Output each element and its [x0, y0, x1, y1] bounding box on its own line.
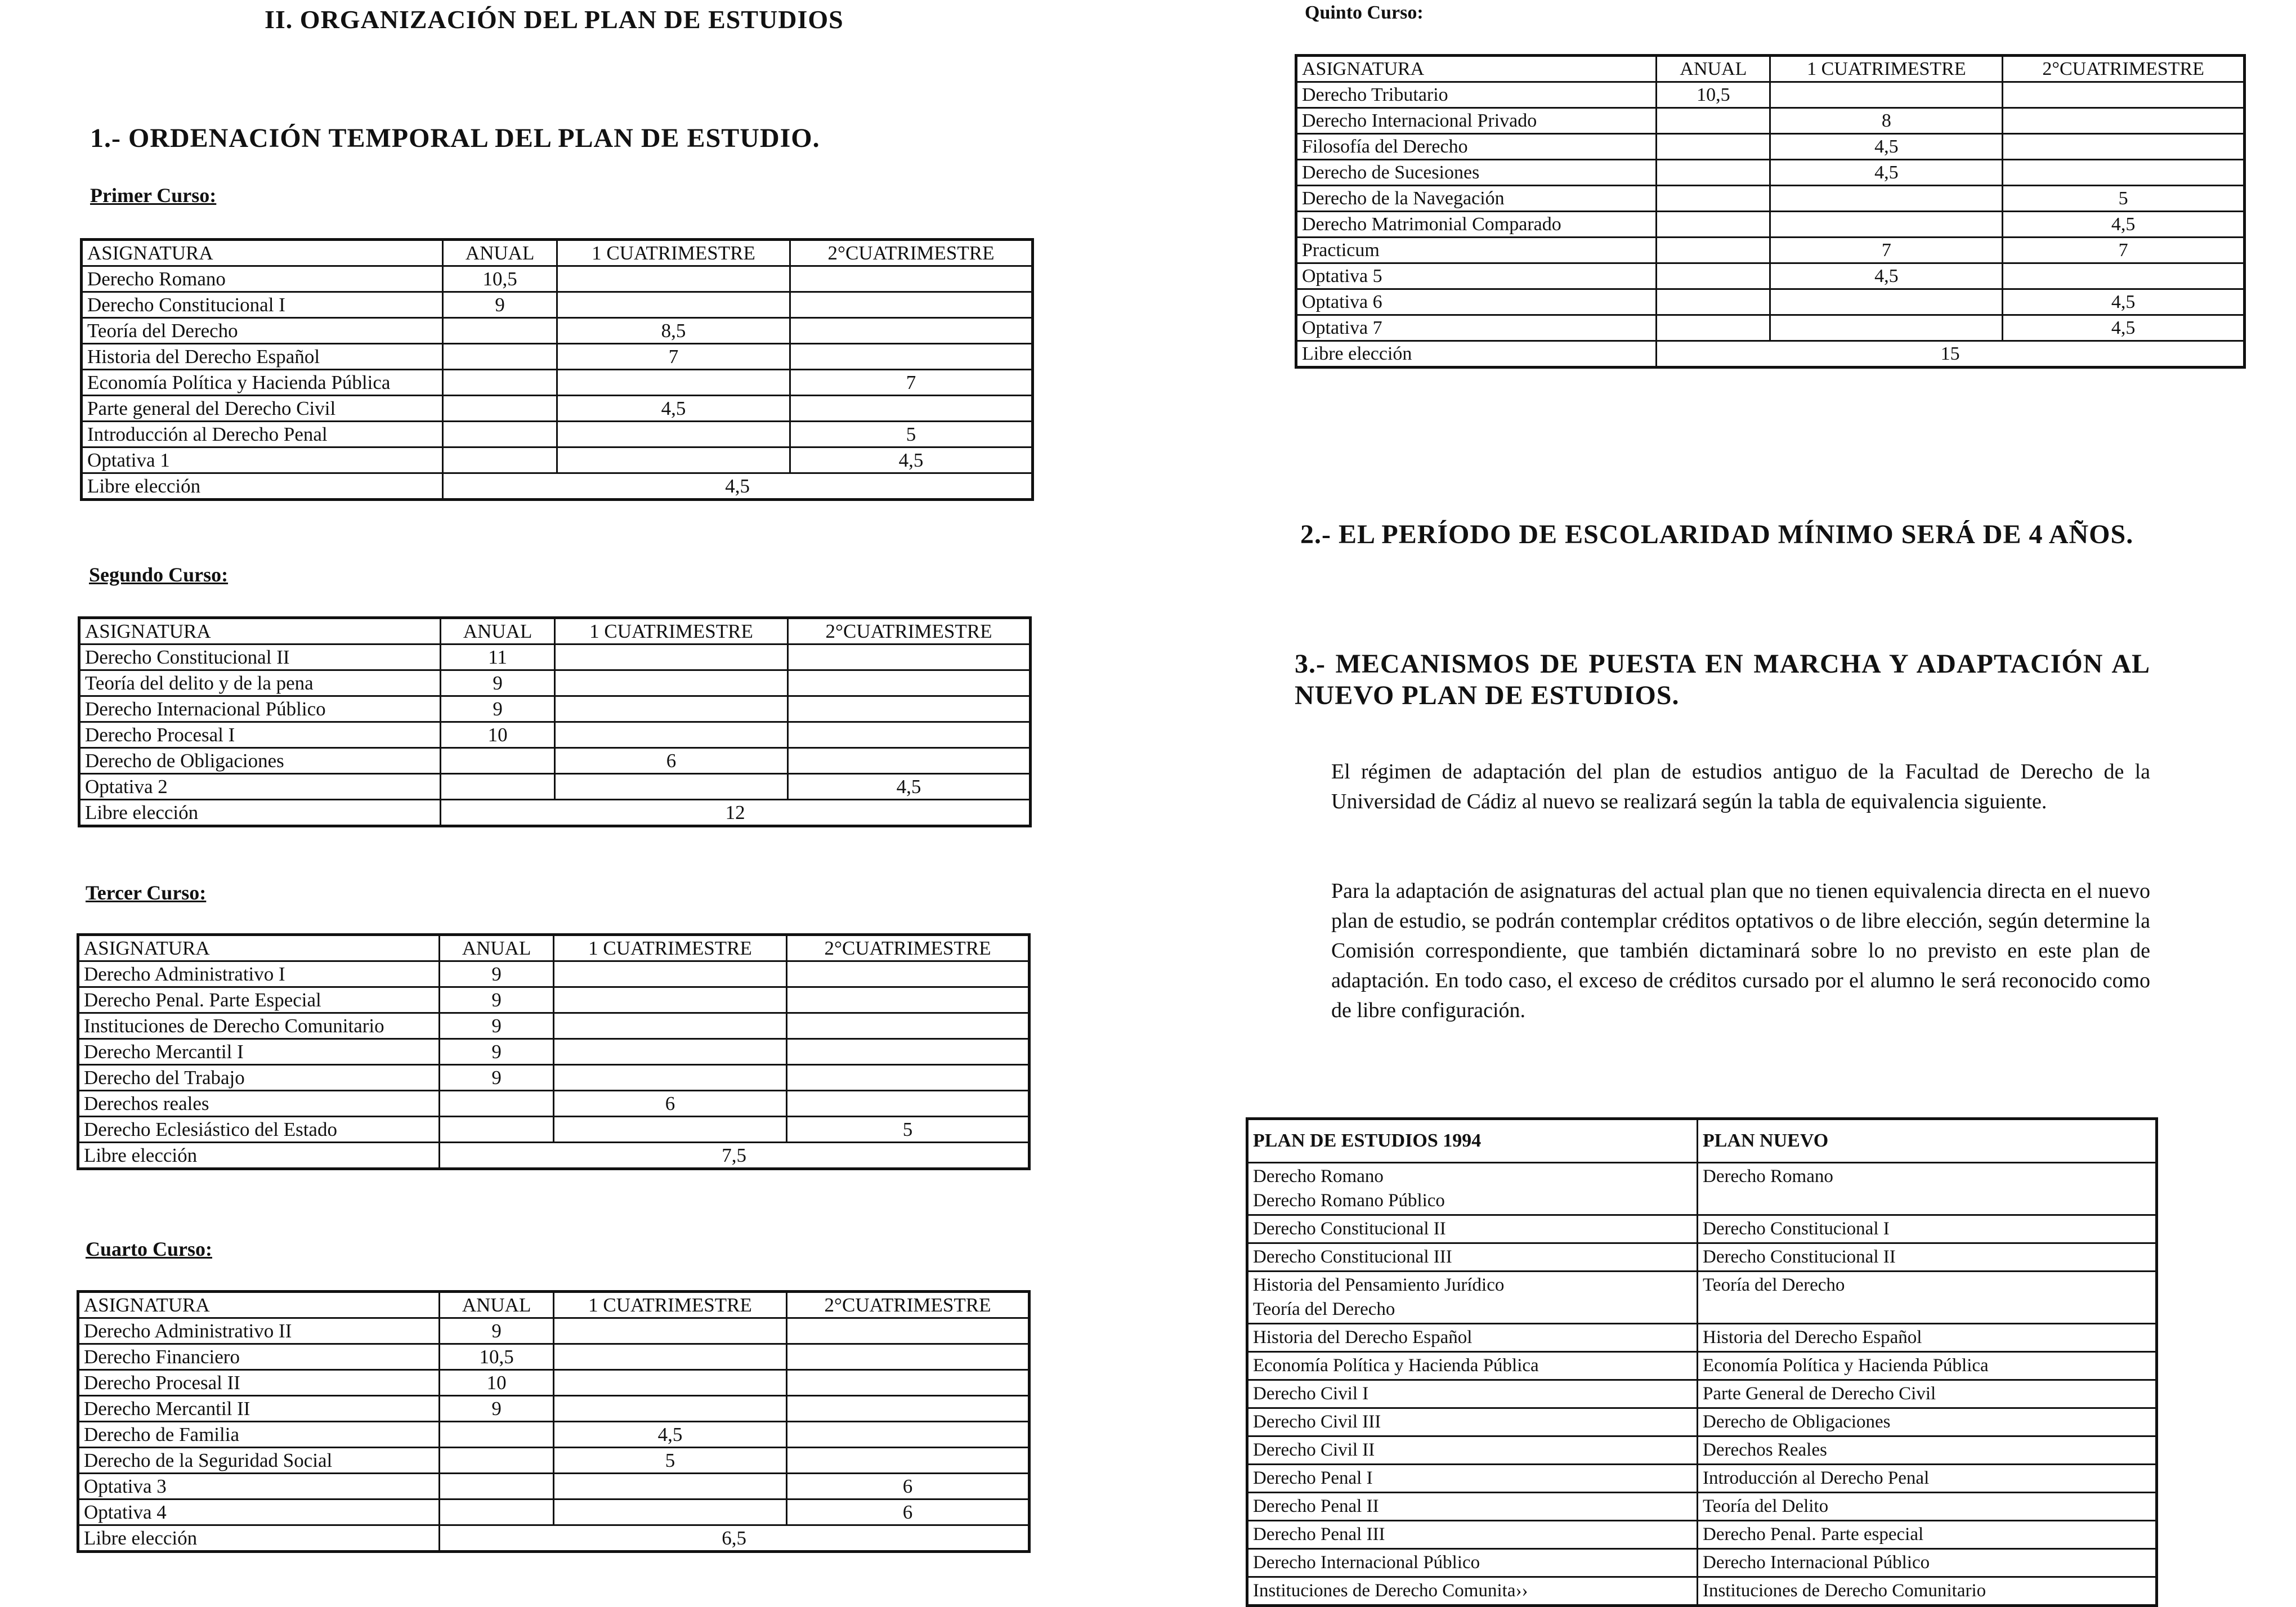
credits-cuatrimestre-1: 4,5	[557, 396, 790, 422]
header-cuatrimestre-2: 2°CUATRIMESTRE	[787, 1292, 1030, 1318]
credits-anual: 9	[440, 987, 554, 1013]
credits-cuatrimestre-2	[788, 644, 1031, 670]
equivalence-row	[1247, 1163, 2157, 1215]
credits-cuatrimestre-1	[1770, 212, 2003, 238]
equivalence-row	[1247, 1493, 2157, 1521]
credits-cuatrimestre-2: 7	[2003, 238, 2245, 263]
table-row	[78, 1344, 1030, 1370]
credits-cuatrimestre-2	[2003, 134, 2245, 160]
old-plan-subject: Economía Política y Hacienda Pública	[1247, 1352, 1698, 1380]
credits-cuatrimestre-2	[2003, 160, 2245, 186]
subject-name: Derecho Procesal II	[78, 1370, 440, 1396]
credits-anual	[443, 344, 557, 370]
subject-name: Derecho de la Seguridad Social	[78, 1448, 440, 1474]
new-plan-subject: Instituciones de Derecho Comunitario	[1698, 1577, 2157, 1606]
subject-name: Derecho Administrativo I	[78, 961, 440, 987]
subject-name: Optativa 1	[82, 447, 443, 473]
equivalence-header-row	[1247, 1119, 2157, 1163]
table-row	[82, 266, 1033, 292]
subject-name: Derecho de Sucesiones	[1296, 160, 1657, 186]
credits-cuatrimestre-2: 4,5	[2003, 289, 2245, 315]
paragraph-adaptation-regime: El régimen de adaptación del plan de estudios antiguo de la Facultad de Derecho de la Universidad de Cádiz al nuevo se realizará según la tabla de equivalencia siguiente.	[1331, 760, 2150, 813]
libre-eleccion-row	[78, 1143, 1030, 1169]
table-row	[79, 774, 1031, 800]
credits-anual	[440, 1474, 554, 1499]
credits-cuatrimestre-1: 7	[1770, 238, 2003, 263]
credits-cuatrimestre-1	[553, 1499, 786, 1525]
credits-cuatrimestre-2	[787, 1344, 1030, 1370]
table-tercer-curso	[77, 933, 1031, 1170]
table-header-row	[1296, 56, 2245, 82]
table-row	[78, 1396, 1030, 1422]
credits-anual: 9	[440, 961, 554, 987]
table-row	[1296, 263, 2245, 289]
credits-anual: 9	[440, 1396, 554, 1422]
credits-cuatrimestre-2: 4,5	[2003, 212, 2245, 238]
header-anual: ANUAL	[443, 240, 557, 266]
table-row	[79, 748, 1031, 774]
old-plan-subject: Instituciones de Derecho Comunita››	[1247, 1577, 1698, 1606]
credits-anual: 9	[440, 1065, 554, 1091]
table-row	[78, 1117, 1030, 1143]
credits-cuatrimestre-2	[787, 1370, 1030, 1396]
credits-anual	[443, 422, 557, 447]
credits-cuatrimestre-2	[790, 266, 1033, 292]
credits-cuatrimestre-2: 6	[787, 1474, 1030, 1499]
table-row	[78, 961, 1030, 987]
equivalence-row	[1247, 1549, 2157, 1577]
table-row	[1296, 134, 2245, 160]
table-header-row	[82, 240, 1033, 266]
credits-anual: 10,5	[440, 1344, 554, 1370]
table-row	[78, 1091, 1030, 1117]
subject-name: Derecho Mercantil I	[78, 1039, 440, 1065]
new-plan-subject: Introducción al Derecho Penal	[1698, 1465, 2157, 1493]
credits-cuatrimestre-2	[2003, 263, 2245, 289]
table-row	[78, 1318, 1030, 1344]
credits-cuatrimestre-1: 4,5	[553, 1422, 786, 1448]
table-cuarto-curso	[77, 1290, 1031, 1553]
credits-cuatrimestre-1	[553, 1117, 786, 1143]
header-cuatrimestre-2: 2°CUATRIMESTRE	[2003, 56, 2245, 82]
subject-name: Optativa 4	[78, 1499, 440, 1525]
credits-cuatrimestre-2	[787, 1318, 1030, 1344]
table-row	[1296, 160, 2245, 186]
credits-cuatrimestre-2	[787, 1422, 1030, 1448]
header-anual: ANUAL	[440, 935, 554, 961]
credits-anual	[440, 1448, 554, 1474]
subject-name: Derechos reales	[78, 1091, 440, 1117]
header-cuatrimestre-1: 1 CUATRIMESTRE	[553, 1292, 786, 1318]
credits-anual	[1657, 212, 1770, 238]
table-row	[79, 670, 1031, 696]
new-plan-subject: Derecho Internacional Público	[1698, 1549, 2157, 1577]
old-plan-subject: Derecho Constitucional III	[1247, 1243, 1698, 1272]
old-plan-subject: Derecho Civil I	[1247, 1380, 1698, 1408]
credits-cuatrimestre-2	[787, 1448, 1030, 1474]
credits-cuatrimestre-1	[553, 1039, 786, 1065]
credits-cuatrimestre-2: 4,5	[2003, 315, 2245, 341]
credits-anual	[1657, 315, 1770, 341]
equivalence-row	[1247, 1465, 2157, 1493]
header-cuatrimestre-1: 1 CUATRIMESTRE	[553, 935, 786, 961]
header-asignatura: ASIGNATURA	[1296, 56, 1657, 82]
old-plan-subject: Derecho Penal III	[1247, 1521, 1698, 1549]
subject-name: Optativa 2	[79, 774, 441, 800]
credits-cuatrimestre-2	[787, 1013, 1030, 1039]
table-row	[82, 370, 1033, 396]
table-row	[79, 696, 1031, 722]
equivalence-row	[1247, 1408, 2157, 1436]
credits-cuatrimestre-2	[787, 987, 1030, 1013]
table-row	[82, 344, 1033, 370]
table-row	[78, 987, 1030, 1013]
equivalence-header-new-plan: PLAN NUEVO	[1698, 1119, 2157, 1163]
credits-anual	[443, 396, 557, 422]
libre-eleccion-credits: 12	[441, 800, 1031, 826]
new-plan-subject: Derecho Constitucional II	[1698, 1243, 2157, 1272]
page-title: II. ORGANIZACIÓN DEL PLAN DE ESTUDIOS	[265, 5, 844, 34]
credits-anual	[1657, 263, 1770, 289]
credits-anual	[1657, 134, 1770, 160]
header-asignatura: ASIGNATURA	[79, 618, 441, 644]
table-row	[79, 644, 1031, 670]
credits-anual	[441, 774, 555, 800]
credits-cuatrimestre-1	[554, 670, 787, 696]
credits-cuatrimestre-1	[553, 1013, 786, 1039]
credits-cuatrimestre-1	[553, 987, 786, 1013]
credits-anual: 11	[441, 644, 555, 670]
equivalence-table	[1246, 1117, 2158, 1607]
credits-cuatrimestre-1	[554, 696, 787, 722]
table-row	[82, 396, 1033, 422]
subject-name: Derecho del Trabajo	[78, 1065, 440, 1091]
equivalence-row	[1247, 1436, 2157, 1465]
credits-anual	[1657, 238, 1770, 263]
credits-cuatrimestre-1: 5	[553, 1448, 786, 1474]
table-row	[78, 1013, 1030, 1039]
header-anual: ANUAL	[440, 1292, 554, 1318]
header-cuatrimestre-1: 1 CUATRIMESTRE	[554, 618, 787, 644]
libre-eleccion-label: Libre elección	[82, 473, 443, 500]
credits-cuatrimestre-1	[553, 1474, 786, 1499]
table-row	[1296, 108, 2245, 134]
libre-eleccion-label: Libre elección	[1296, 341, 1657, 368]
section1-title: 1.- ORDENACIÓN TEMPORAL DEL PLAN DE ESTUDIO.	[90, 123, 820, 153]
libre-eleccion-credits: 15	[1657, 341, 2245, 368]
credits-cuatrimestre-1	[553, 961, 786, 987]
table-row	[1296, 238, 2245, 263]
credits-cuatrimestre-1	[557, 292, 790, 318]
old-plan-subject: Historia del Derecho Español	[1247, 1324, 1698, 1352]
new-plan-subject: Derechos Reales	[1698, 1436, 2157, 1465]
libre-eleccion-row	[79, 800, 1031, 826]
credits-cuatrimestre-2	[787, 1039, 1030, 1065]
equivalence-row	[1247, 1352, 2157, 1380]
old-plan-subject: Derecho Civil III	[1247, 1408, 1698, 1436]
subject-name: Optativa 3	[78, 1474, 440, 1499]
credits-cuatrimestre-1	[553, 1344, 786, 1370]
credits-cuatrimestre-2: 4,5	[790, 447, 1033, 473]
new-plan-subject: Teoría del Delito	[1698, 1493, 2157, 1521]
header-anual: ANUAL	[1657, 56, 1770, 82]
new-plan-subject: Derecho Constitucional I	[1698, 1215, 2157, 1243]
table-row	[1296, 82, 2245, 108]
equivalence-row	[1247, 1380, 2157, 1408]
credits-cuatrimestre-1: 4,5	[1770, 134, 2003, 160]
credits-cuatrimestre-1	[557, 266, 790, 292]
credits-cuatrimestre-1	[554, 644, 787, 670]
credits-cuatrimestre-1: 8,5	[557, 318, 790, 344]
subject-name: Derecho de la Navegación	[1296, 186, 1657, 212]
table-row	[78, 1370, 1030, 1396]
course-title-cuarto: Cuarto Curso:	[86, 1238, 212, 1260]
header-cuatrimestre-2: 2°CUATRIMESTRE	[787, 935, 1030, 961]
old-plan-subject: Historia del Pensamiento Jurídico Teoría del Derecho	[1247, 1272, 1698, 1324]
credits-anual	[1657, 186, 1770, 212]
credits-cuatrimestre-2: 6	[787, 1499, 1030, 1525]
credits-anual	[443, 370, 557, 396]
subject-name: Derecho de Familia	[78, 1422, 440, 1448]
subject-name: Instituciones de Derecho Comunitario	[78, 1013, 440, 1039]
equivalence-row	[1247, 1243, 2157, 1272]
libre-eleccion-credits: 6,5	[440, 1525, 1030, 1552]
credits-cuatrimestre-1	[557, 422, 790, 447]
paragraph-adaptation-optional-credits: Para la adaptación de asignaturas del actual plan que no tienen equivalencia directa en el nuevo plan de estudio, se podrán contemplar créditos optativos o de libre elección, según determine la Comisión correspondiente, que también dictaminará sobre lo no previsto en este plan de adaptación. En todo caso, el exceso de créditos cursado por el alumno le será reconocido como de libre configuración.	[1331, 879, 2150, 1022]
credits-cuatrimestre-1: 4,5	[1770, 160, 2003, 186]
course-title-quinto: Quinto Curso:	[1305, 2, 1424, 23]
header-cuatrimestre-2: 2°CUATRIMESTRE	[788, 618, 1031, 644]
old-plan-subject: Derecho Penal I	[1247, 1465, 1698, 1493]
subject-name: Derecho Constitucional I	[82, 292, 443, 318]
credits-cuatrimestre-2	[788, 670, 1031, 696]
subject-name: Teoría del delito y de la pena	[79, 670, 441, 696]
section2-title: 2.- EL PERÍODO DE ESCOLARIDAD MÍNIMO SERÁ DE 4 AÑOS.	[1300, 520, 2134, 549]
subject-name: Optativa 5	[1296, 263, 1657, 289]
credits-cuatrimestre-1	[554, 722, 787, 748]
credits-cuatrimestre-2	[2003, 82, 2245, 108]
equivalence-header-old-plan: PLAN DE ESTUDIOS 1994	[1247, 1119, 1698, 1163]
subject-name: Derecho Financiero	[78, 1344, 440, 1370]
subject-name: Parte general del Derecho Civil	[82, 396, 443, 422]
subject-name: Economía Política y Hacienda Pública	[82, 370, 443, 396]
credits-anual: 9	[440, 1013, 554, 1039]
subject-name: Historia del Derecho Español	[82, 344, 443, 370]
credits-anual: 10	[440, 1370, 554, 1396]
old-plan-subject: Derecho Internacional Público	[1247, 1549, 1698, 1577]
table-header-row	[78, 935, 1030, 961]
old-plan-subject: Derecho Constitucional II	[1247, 1215, 1698, 1243]
table-row	[82, 447, 1033, 473]
table-quinto-curso	[1295, 54, 2246, 369]
libre-eleccion-credits: 4,5	[443, 473, 1033, 500]
subject-name: Derecho Administrativo II	[78, 1318, 440, 1344]
credits-anual	[443, 447, 557, 473]
header-asignatura: ASIGNATURA	[82, 240, 443, 266]
new-plan-subject: Teoría del Derecho	[1698, 1272, 2157, 1324]
table-row	[1296, 289, 2245, 315]
table-row	[78, 1448, 1030, 1474]
libre-eleccion-row	[82, 473, 1033, 500]
table-row	[1296, 212, 2245, 238]
credits-anual: 10,5	[1657, 82, 1770, 108]
credits-cuatrimestre-1	[557, 370, 790, 396]
credits-anual	[441, 748, 555, 774]
credits-cuatrimestre-1	[557, 447, 790, 473]
equivalence-row	[1247, 1577, 2157, 1606]
credits-anual	[1657, 108, 1770, 134]
credits-cuatrimestre-1	[1770, 82, 2003, 108]
table-row	[78, 1499, 1030, 1525]
credits-cuatrimestre-2: 5	[787, 1117, 1030, 1143]
table-row	[82, 318, 1033, 344]
libre-eleccion-label: Libre elección	[79, 800, 441, 826]
table-segundo-curso	[78, 616, 1032, 827]
credits-cuatrimestre-1	[553, 1318, 786, 1344]
new-plan-subject: Historia del Derecho Español	[1698, 1324, 2157, 1352]
table-row	[82, 422, 1033, 447]
credits-cuatrimestre-1	[553, 1370, 786, 1396]
credits-cuatrimestre-2: 7	[790, 370, 1033, 396]
equivalence-row	[1247, 1324, 2157, 1352]
credits-anual	[1657, 289, 1770, 315]
subject-name: Derecho Internacional Privado	[1296, 108, 1657, 134]
credits-cuatrimestre-2	[790, 292, 1033, 318]
table-row	[82, 292, 1033, 318]
credits-cuatrimestre-1	[1770, 315, 2003, 341]
new-plan-subject: Derecho Penal. Parte especial	[1698, 1521, 2157, 1549]
credits-cuatrimestre-1: 7	[557, 344, 790, 370]
credits-cuatrimestre-2: 5	[2003, 186, 2245, 212]
subject-name: Teoría del Derecho	[82, 318, 443, 344]
libre-eleccion-label: Libre elección	[78, 1143, 440, 1169]
credits-cuatrimestre-2	[790, 344, 1033, 370]
subject-name: Derecho Matrimonial Comparado	[1296, 212, 1657, 238]
table-row	[79, 722, 1031, 748]
subject-name: Derecho de Obligaciones	[79, 748, 441, 774]
subject-name: Derecho Internacional Público	[79, 696, 441, 722]
header-asignatura: ASIGNATURA	[78, 935, 440, 961]
new-plan-subject: Economía Política y Hacienda Pública	[1698, 1352, 2157, 1380]
subject-name: Derecho Penal. Parte Especial	[78, 987, 440, 1013]
subject-name: Filosofía del Derecho	[1296, 134, 1657, 160]
credits-cuatrimestre-1: 6	[553, 1091, 786, 1117]
credits-cuatrimestre-1: 8	[1770, 108, 2003, 134]
credits-anual	[440, 1422, 554, 1448]
new-plan-subject: Derecho Romano	[1698, 1163, 2157, 1215]
equivalence-row	[1247, 1272, 2157, 1324]
credits-cuatrimestre-2	[788, 748, 1031, 774]
credits-cuatrimestre-2	[788, 696, 1031, 722]
section3-title-line1: 3.- MECANISMOS DE PUESTA EN MARCHA Y ADAPTACIÓN AL	[1295, 649, 2150, 679]
libre-eleccion-row	[78, 1525, 1030, 1552]
credits-anual: 9	[440, 1318, 554, 1344]
credits-anual: 9	[443, 292, 557, 318]
new-plan-subject: Derecho de Obligaciones	[1698, 1408, 2157, 1436]
course-title-primero: Primer Curso:	[90, 184, 217, 207]
subject-name: Optativa 7	[1296, 315, 1657, 341]
credits-cuatrimestre-1	[553, 1065, 786, 1091]
table-row	[78, 1474, 1030, 1499]
credits-cuatrimestre-1: 4,5	[1770, 263, 2003, 289]
header-cuatrimestre-1: 1 CUATRIMESTRE	[557, 240, 790, 266]
table-row	[78, 1039, 1030, 1065]
credits-cuatrimestre-2: 5	[790, 422, 1033, 447]
course-title-segundo: Segundo Curso:	[89, 563, 229, 586]
credits-anual	[440, 1117, 554, 1143]
equivalence-row	[1247, 1521, 2157, 1549]
subject-name: Derecho Constitucional II	[79, 644, 441, 670]
subject-name: Derecho Mercantil II	[78, 1396, 440, 1422]
credits-cuatrimestre-2: 4,5	[788, 774, 1031, 800]
libre-eleccion-credits: 7,5	[440, 1143, 1030, 1169]
table-row	[1296, 315, 2245, 341]
credits-cuatrimestre-1	[554, 774, 787, 800]
credits-cuatrimestre-2	[2003, 108, 2245, 134]
credits-cuatrimestre-2	[790, 396, 1033, 422]
credits-cuatrimestre-2	[788, 722, 1031, 748]
table-header-row	[78, 1292, 1030, 1318]
credits-cuatrimestre-1	[553, 1396, 786, 1422]
credits-anual	[440, 1499, 554, 1525]
subject-name: Derecho Eclesiástico del Estado	[78, 1117, 440, 1143]
course-title-tercero: Tercer Curso:	[86, 881, 207, 904]
header-cuatrimestre-1: 1 CUATRIMESTRE	[1770, 56, 2003, 82]
libre-eleccion-label: Libre elección	[78, 1525, 440, 1552]
credits-anual	[1657, 160, 1770, 186]
credits-cuatrimestre-2	[787, 1091, 1030, 1117]
credits-anual: 10,5	[443, 266, 557, 292]
equivalence-row	[1247, 1215, 2157, 1243]
credits-cuatrimestre-2	[787, 1396, 1030, 1422]
table-row	[1296, 186, 2245, 212]
credits-cuatrimestre-1: 6	[554, 748, 787, 774]
table-header-row	[79, 618, 1031, 644]
credits-anual: 9	[441, 670, 555, 696]
table-row	[78, 1065, 1030, 1091]
credits-anual	[443, 318, 557, 344]
header-anual: ANUAL	[441, 618, 555, 644]
subject-name: Optativa 6	[1296, 289, 1657, 315]
table-row	[78, 1422, 1030, 1448]
credits-cuatrimestre-2	[787, 1065, 1030, 1091]
new-plan-subject: Parte General de Derecho Civil	[1698, 1380, 2157, 1408]
old-plan-subject: Derecho Civil II	[1247, 1436, 1698, 1465]
header-asignatura: ASIGNATURA	[78, 1292, 440, 1318]
credits-cuatrimestre-2	[787, 961, 1030, 987]
old-plan-subject: Derecho Penal II	[1247, 1493, 1698, 1521]
subject-name: Derecho Procesal I	[79, 722, 441, 748]
credits-cuatrimestre-2	[790, 318, 1033, 344]
subject-name: Derecho Romano	[82, 266, 443, 292]
credits-anual: 10	[441, 722, 555, 748]
old-plan-subject: Derecho Romano Derecho Romano Público	[1247, 1163, 1698, 1215]
credits-anual: 9	[440, 1039, 554, 1065]
section3-title-line2: NUEVO PLAN DE ESTUDIOS.	[1295, 681, 1680, 710]
header-cuatrimestre-2: 2°CUATRIMESTRE	[790, 240, 1033, 266]
subject-name: Derecho Tributario	[1296, 82, 1657, 108]
subject-name: Practicum	[1296, 238, 1657, 263]
credits-cuatrimestre-1	[1770, 186, 2003, 212]
table-primer-curso	[80, 238, 1034, 501]
credits-anual: 9	[441, 696, 555, 722]
libre-eleccion-row	[1296, 341, 2245, 368]
credits-cuatrimestre-1	[1770, 289, 2003, 315]
subject-name: Introducción al Derecho Penal	[82, 422, 443, 447]
credits-anual	[440, 1091, 554, 1117]
